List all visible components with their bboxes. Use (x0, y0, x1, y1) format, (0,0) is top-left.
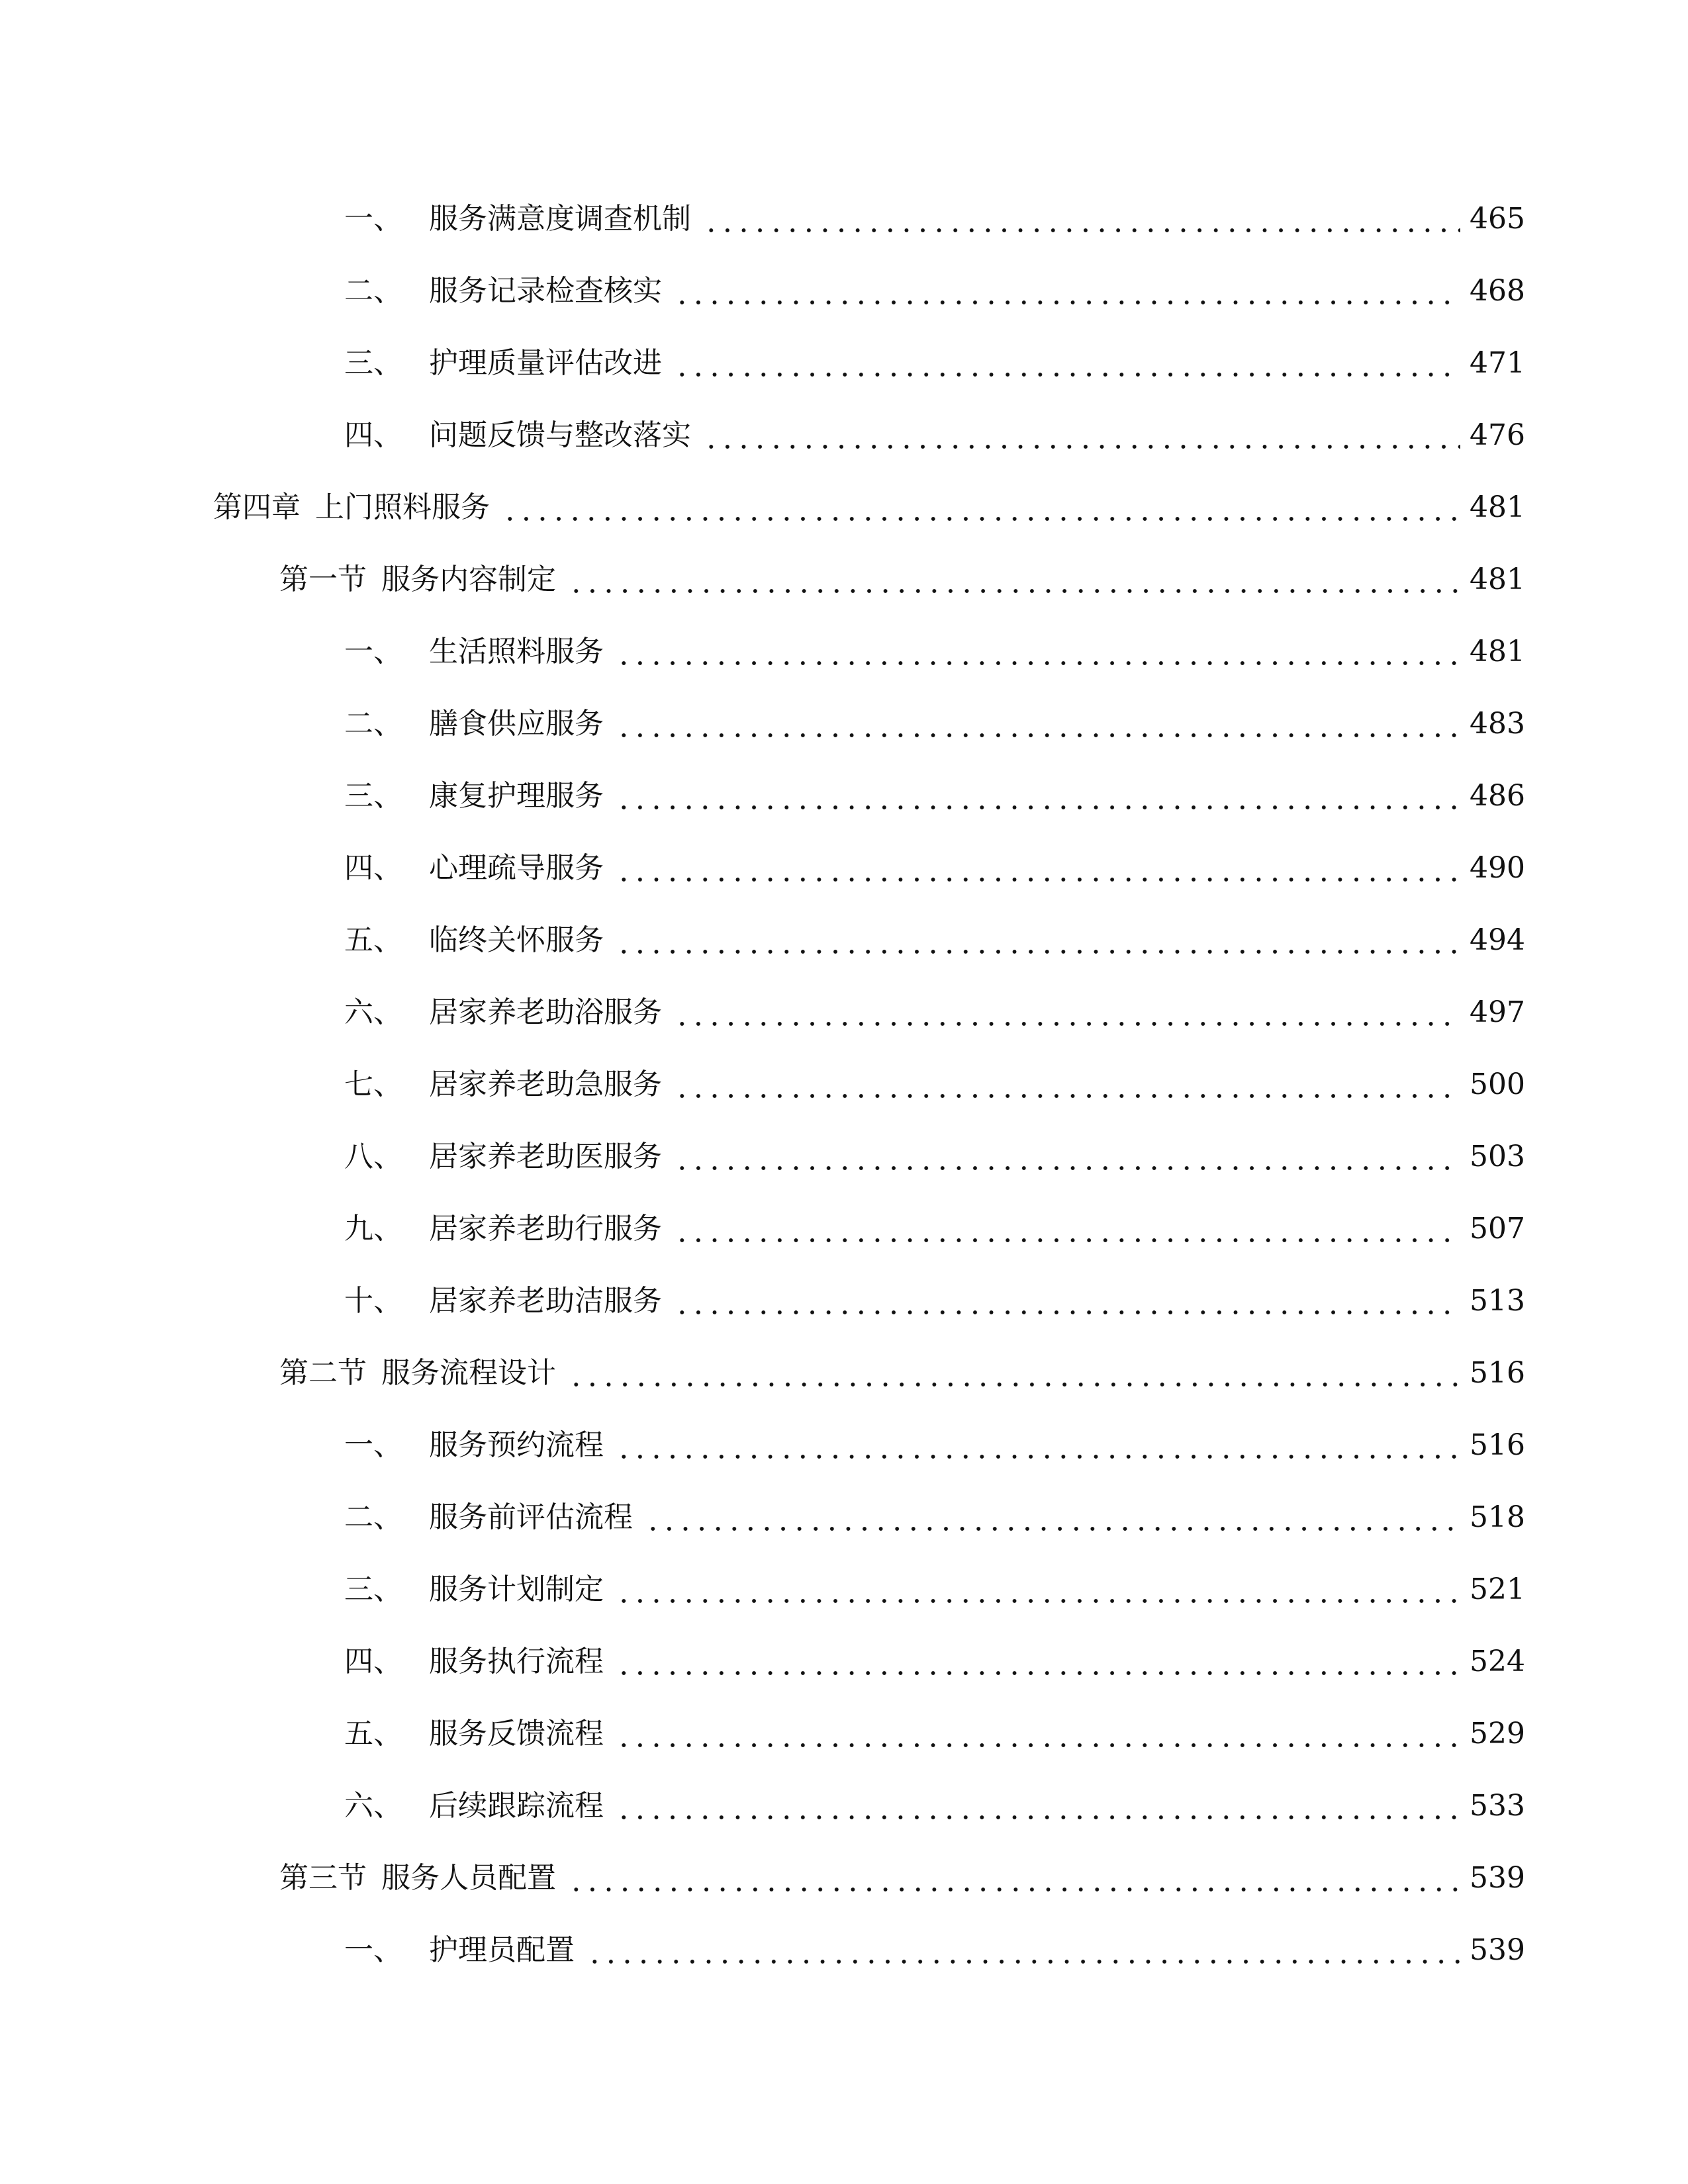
toc-entry-page: 481 (1470, 635, 1525, 668)
toc-entry-section[interactable] (279, 1855, 1525, 1901)
toc-entry[interactable] (344, 1134, 1525, 1180)
toc-entry-page: 476 (1470, 418, 1525, 452)
toc-entry-number: 五、 (344, 923, 402, 957)
toc-dot-leader (616, 845, 1460, 891)
toc-entry-page: 507 (1470, 1212, 1525, 1246)
toc-entry-chapter[interactable] (213, 484, 1525, 531)
toc-dot-leader (568, 557, 1460, 603)
toc-entry-page: 500 (1470, 1068, 1525, 1101)
toc-entry-number: 六、 (344, 995, 402, 1029)
toc-entry[interactable] (344, 196, 1525, 242)
toc-entry-title: 服务执行流程 (429, 1645, 604, 1678)
toc-dot-leader (616, 1783, 1460, 1829)
toc-entry[interactable] (344, 1062, 1525, 1108)
toc-dot-leader (586, 1927, 1460, 1974)
toc-entry-number: 十、 (344, 1284, 402, 1318)
toc-dot-leader (674, 1062, 1460, 1108)
toc-entry-page: 533 (1470, 1789, 1525, 1823)
toc-entry-page: 494 (1470, 923, 1525, 957)
toc-entry-page: 486 (1470, 779, 1525, 813)
toc-entry-title: 服务反馈流程 (429, 1717, 604, 1751)
toc-dot-leader (703, 412, 1460, 459)
toc-entry-page: 481 (1470, 563, 1525, 596)
toc-entry[interactable] (344, 1206, 1525, 1252)
toc-entry[interactable] (344, 701, 1525, 747)
toc-entry-section[interactable] (279, 1350, 1525, 1396)
toc-dot-leader (674, 268, 1460, 314)
toc-entry-page: 516 (1470, 1428, 1525, 1462)
toc-entry-title: 膳食供应服务 (429, 707, 604, 741)
toc-dot-leader (616, 917, 1460, 964)
toc-dot-leader (645, 1494, 1460, 1541)
toc-entry-number: 四、 (344, 418, 402, 452)
toc-entry[interactable] (344, 1711, 1525, 1757)
toc-dot-leader (674, 1278, 1460, 1324)
toc-entry-number: 二、 (344, 274, 402, 308)
toc-entry-page: 518 (1470, 1500, 1525, 1534)
toc-entry[interactable] (344, 629, 1525, 675)
toc-dot-leader (674, 340, 1460, 387)
toc-dot-leader (616, 701, 1460, 747)
toc-entry-page: 471 (1470, 346, 1525, 380)
toc-entry-title: 居家养老助医服务 (429, 1140, 662, 1173)
toc-entry-title: 问题反馈与整改落实 (429, 418, 691, 452)
toc-entry-title: 服务前评估流程 (429, 1500, 633, 1534)
toc-entry[interactable] (344, 1567, 1525, 1613)
toc-entry-title: 居家养老助洁服务 (429, 1284, 662, 1318)
toc-entry[interactable] (344, 1927, 1525, 1974)
toc-dot-leader (703, 196, 1460, 242)
toc-entry-number: 三、 (344, 1572, 402, 1606)
toc-dot-leader (616, 1711, 1460, 1757)
toc-entry-title: 服务计划制定 (429, 1572, 604, 1606)
toc-entry-page: 497 (1470, 995, 1525, 1029)
toc-dot-leader (616, 1567, 1460, 1613)
toc-entry-number: 三、 (344, 779, 402, 813)
toc-entry-number: 一、 (344, 202, 402, 236)
toc-dot-leader (674, 1134, 1460, 1180)
toc-entry-title: 服务记录检查核实 (429, 274, 662, 308)
toc-dot-leader (502, 484, 1460, 531)
toc-entry-title: 服务人员配置 (381, 1861, 556, 1895)
toc-entry-page: 513 (1470, 1284, 1525, 1318)
toc-entry-page: 468 (1470, 274, 1525, 308)
toc-entry[interactable] (344, 1783, 1525, 1829)
toc-entry[interactable] (344, 917, 1525, 964)
toc-entry-title: 上门照料服务 (315, 490, 490, 524)
toc-entry-number: 四、 (344, 851, 402, 885)
toc-dot-leader (616, 629, 1460, 675)
toc-entry-section[interactable] (279, 557, 1525, 603)
toc-entry-number: 一、 (344, 1933, 402, 1967)
toc-section-number: 第三节 (279, 1861, 367, 1895)
toc-entry-number: 五、 (344, 1717, 402, 1751)
toc-entry-number: 七、 (344, 1068, 402, 1101)
toc-entry-page: 521 (1470, 1572, 1525, 1606)
toc-entry-page: 539 (1470, 1933, 1525, 1967)
toc-entry-page: 529 (1470, 1717, 1525, 1751)
toc-entry-number: 二、 (344, 1500, 402, 1534)
toc-dot-leader (674, 1206, 1460, 1252)
toc-entry-page: 524 (1470, 1645, 1525, 1678)
toc-entry[interactable] (344, 1422, 1525, 1469)
toc-entry[interactable] (344, 340, 1525, 387)
toc-entry[interactable] (344, 1278, 1525, 1324)
toc-entry-number: 九、 (344, 1212, 402, 1246)
toc-entry[interactable] (344, 268, 1525, 314)
toc-entry-title: 服务内容制定 (381, 563, 556, 596)
toc-entry-title: 护理质量评估改进 (429, 346, 662, 380)
toc-dot-leader (568, 1855, 1460, 1901)
toc-dot-leader (616, 773, 1460, 819)
toc-entry-number: 四、 (344, 1645, 402, 1678)
toc-entry-page: 465 (1470, 202, 1525, 236)
toc-entry-title: 服务预约流程 (429, 1428, 604, 1462)
toc-entry-page: 539 (1470, 1861, 1525, 1895)
toc-entry[interactable] (344, 845, 1525, 891)
toc-entry-title: 居家养老助浴服务 (429, 995, 662, 1029)
toc-entry-title: 服务流程设计 (381, 1356, 556, 1390)
toc-dot-leader (616, 1639, 1460, 1685)
toc-entry-page: 483 (1470, 707, 1525, 741)
toc-dot-leader (568, 1350, 1460, 1396)
toc-entry-number: 一、 (344, 1428, 402, 1462)
toc-dot-leader (674, 989, 1460, 1036)
toc-entry[interactable] (344, 412, 1525, 459)
toc-entry-title: 临终关怀服务 (429, 923, 604, 957)
toc-entry[interactable] (344, 1639, 1525, 1685)
toc-entry-page: 490 (1470, 851, 1525, 885)
toc-entry-number: 八、 (344, 1140, 402, 1173)
toc-entry-page: 503 (1470, 1140, 1525, 1173)
toc-entry[interactable] (344, 773, 1525, 819)
toc-entry-title: 康复护理服务 (429, 779, 604, 813)
toc-entry-title: 心理疏导服务 (429, 851, 604, 885)
toc-entry-title: 居家养老助行服务 (429, 1212, 662, 1246)
toc-entry-number: 六、 (344, 1789, 402, 1823)
toc-entry-title: 服务满意度调查机制 (429, 202, 691, 236)
toc-entry[interactable] (344, 1494, 1525, 1541)
toc-entry-title: 居家养老助急服务 (429, 1068, 662, 1101)
toc-entry-number: 三、 (344, 346, 402, 380)
toc-entry-title: 后续跟踪流程 (429, 1789, 604, 1823)
toc-entry-number: 一、 (344, 635, 402, 668)
toc-section-number: 第一节 (279, 563, 367, 596)
toc-chapter-number: 第四章 (213, 490, 301, 524)
toc-entry-number: 二、 (344, 707, 402, 741)
toc-entry-page: 516 (1470, 1356, 1525, 1390)
toc-entry-title: 生活照料服务 (429, 635, 604, 668)
toc-entry-title: 护理员配置 (429, 1933, 575, 1967)
toc-section-number: 第二节 (279, 1356, 367, 1390)
toc-dot-leader (616, 1422, 1460, 1469)
toc-entry-page: 481 (1470, 490, 1525, 524)
toc-entry[interactable] (344, 989, 1525, 1036)
